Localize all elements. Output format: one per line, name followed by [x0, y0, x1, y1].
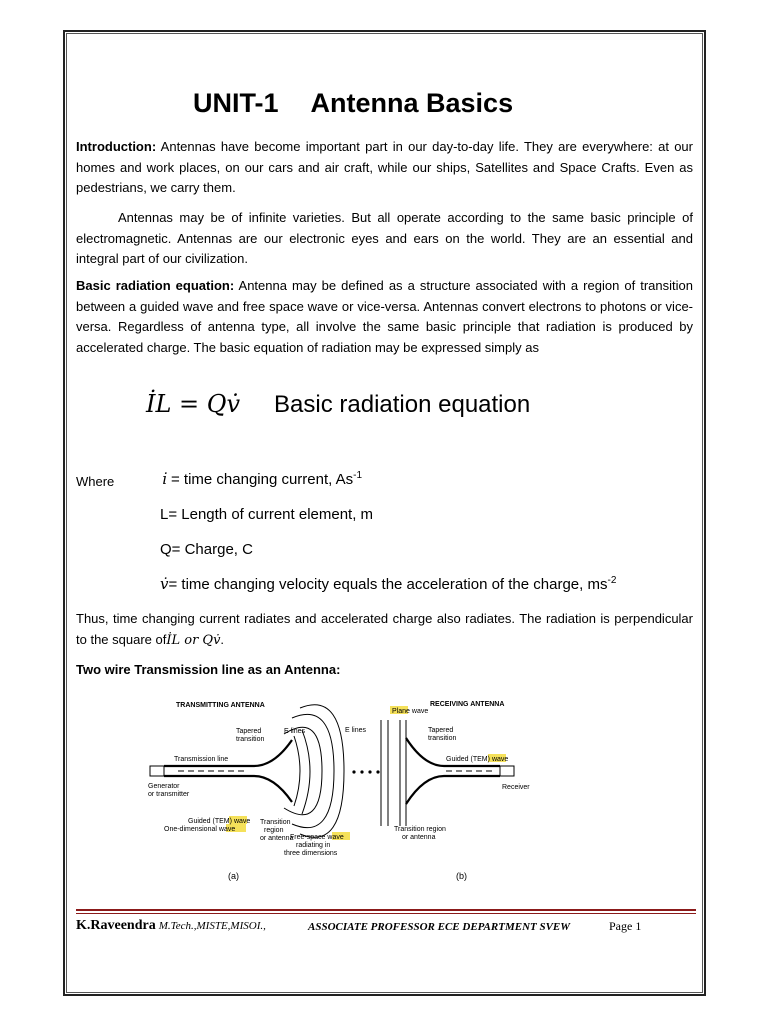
velocity-symbol: v̇: [160, 575, 169, 593]
label-transition-t: Transition: [260, 819, 291, 826]
label-or-transmitter: or transmitter: [148, 791, 190, 798]
wavefront-2: [302, 730, 310, 814]
label-or-antenna: or antenna: [260, 835, 294, 842]
footer-rule-thin: [76, 913, 696, 914]
label-transmitting: TRANSMITTING ANTENNA: [176, 702, 265, 709]
propagation-dots: [352, 770, 379, 773]
label-plane: Plane wave: [392, 708, 429, 715]
label-a: (a): [228, 871, 239, 881]
equation-label: Basic radiation equation: [274, 391, 531, 418]
label-receiver: Receiver: [502, 784, 530, 791]
intro-paragraph: [76, 137, 693, 199]
thus-end: .: [220, 631, 225, 647]
page-title: [193, 88, 513, 119]
label-region: region: [264, 827, 284, 834]
def-velocity: [160, 575, 616, 593]
label-tapered-r: Tapered: [428, 727, 454, 734]
tline-lower: [164, 776, 292, 802]
generator-box: [150, 766, 164, 776]
current-symbol: i̇: [162, 470, 167, 488]
label-b: (b): [456, 871, 467, 881]
paragraph-2: Antennas may be of infinite varieties. But all operate according to the same basic principle of electromagnetic. Antennas are our electronic eyes and ears on the world. They are an essential and integral part of our civilization.: [76, 210, 693, 266]
def-length: L= Length of current element, m: [160, 506, 374, 523]
basic-text: Antenna may be defined as a structure associated with a region of transition between a guided wave and free space wave or vice-versa. Antennas convert electrons to photons or vice-versa. Regardless of antenna type, all involve the same basic principle that radiation is produced by accelerated charge. The basic equation of radiation may be expressed simply as: [76, 278, 693, 355]
def-charge: Q= Charge, C: [160, 541, 253, 558]
equation-math: İL = Qv̇: [146, 390, 241, 418]
page-footer: [76, 918, 696, 934]
label-tapered: Tapered: [236, 728, 262, 735]
label-guided-t: Guided (TEM) wave: [188, 818, 251, 825]
basic-radiation-paragraph: [76, 276, 693, 358]
author-qualifications: M.Tech.,MISTE,MISOI.,: [158, 920, 266, 932]
wavefront-3: [284, 727, 322, 815]
label-or-antenna-r: or antenna: [402, 834, 436, 841]
label-onedim: One-dimensional wave: [164, 826, 236, 833]
basic-label: Basic radiation equation:: [76, 278, 235, 293]
label-e-lines: E lines: [284, 728, 306, 735]
radiation-equation: [146, 390, 530, 419]
current-unit-exp: -1: [353, 470, 363, 481]
intro-text: Antennas have become important part in our day-to-day life. They are everywhere: at our homes and work places, on our cars and air craft, while our ships, Satellites and Space Crafts. Even as pedestrians, we carry them.: [76, 139, 693, 195]
label-e-lines-r: E lines: [345, 727, 367, 734]
unit-name: Antenna Basics: [310, 88, 514, 118]
def-current: [162, 470, 362, 488]
section-heading-two-wire: Two wire Transmission line as an Antenna:: [76, 662, 341, 677]
rline-lower: [406, 776, 500, 804]
label-transition-r: transition: [428, 735, 457, 742]
thus-math: İL or Qv̇: [166, 632, 221, 648]
thus-text: Thus, time changing current radiates and accelerated charge also radiates. The radiation is perpendicular to the square of: [76, 611, 693, 647]
label-transition-region-r: Transition region: [394, 826, 446, 833]
intro-label: Introduction:: [76, 139, 157, 154]
label-receiving: RECEIVING ANTENNA: [430, 701, 505, 708]
page-number: Page 1: [609, 919, 642, 933]
where-label: Where: [76, 474, 115, 489]
label-three-dims: three dimensions: [284, 850, 338, 857]
current-text: = time changing current, As: [166, 471, 354, 488]
footer-rule: [76, 909, 696, 911]
two-wire-antenna-diagram: [144, 690, 544, 890]
velocity-text: = time changing velocity equals the acceleration of the charge, ms: [168, 576, 608, 593]
author-name: K.Raveendra: [76, 918, 156, 933]
label-transition: transition: [236, 736, 265, 743]
label-transmission-line: Transmission line: [174, 756, 229, 763]
author-role: ASSOCIATE PROFESSOR ECE DEPARTMENT SVEW: [308, 921, 571, 933]
velocity-unit-exp: -2: [607, 575, 617, 586]
thus-paragraph: [76, 609, 693, 651]
label-guided-r: Guided (TEM) wave: [446, 756, 509, 763]
label-radiating: radiating in: [296, 842, 331, 849]
unit-label: UNIT-1: [193, 88, 279, 118]
label-generator: Generator: [148, 783, 180, 790]
wavefront-1: [294, 736, 300, 806]
label-free-space: Free-space wave: [290, 834, 344, 841]
receiver-box: [500, 766, 514, 776]
